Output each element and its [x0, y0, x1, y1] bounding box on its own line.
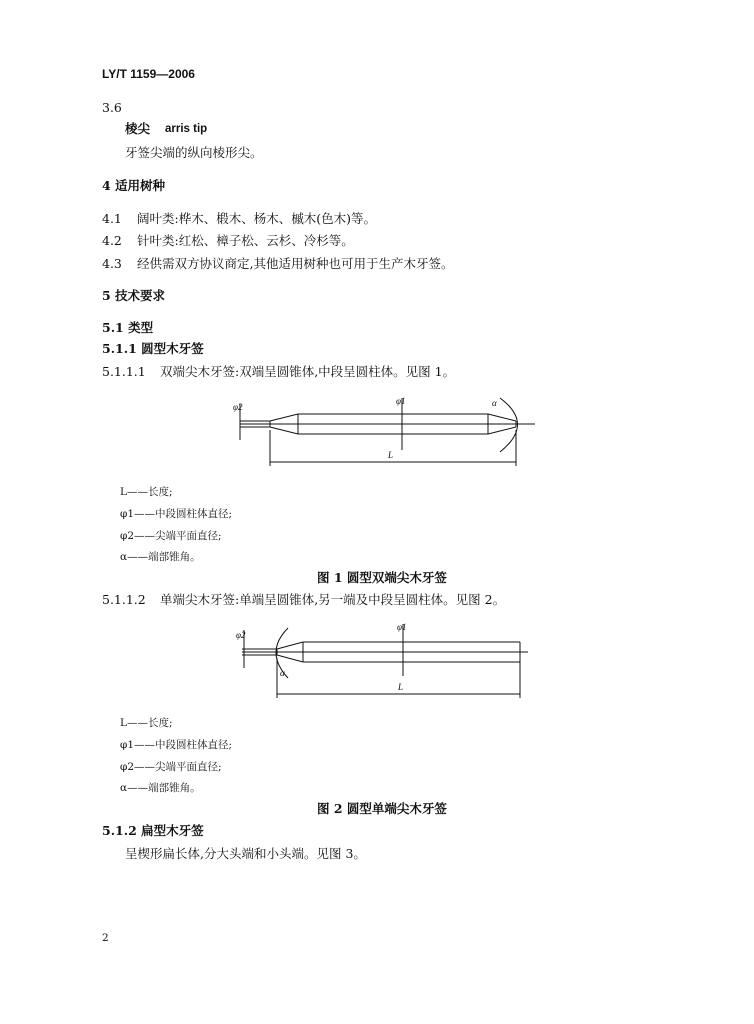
- fig1-legend-L: L——长度;: [120, 486, 173, 498]
- section-4-heading: 4 适用树种: [102, 178, 166, 193]
- term-cn: 棱尖: [125, 121, 151, 136]
- fig2-legend-L: L——长度;: [120, 717, 173, 729]
- clause-5-1-1-2-text: 单端尖木牙签:单端呈圆锥体,另一端及中段呈圆柱体。见图 2。: [160, 592, 506, 607]
- fig1-L-label: L: [388, 450, 394, 460]
- fig2-legend-alpha: α——端部锥角。: [120, 782, 201, 794]
- clause-5-1-2-heading: 5.1.2 扁型木牙签: [102, 823, 204, 838]
- figure-1-caption: 图 1 圆型双端尖木牙签: [317, 570, 447, 585]
- clause-4-2-text: 针叶类:红松、樟子松、云杉、冷杉等。: [137, 233, 354, 248]
- clause-4-1-number: 4.1: [102, 211, 122, 226]
- fig1-legend-phi2: φ2——尖端平面直径;: [120, 530, 222, 542]
- term-definition: 牙签尖端的纵向棱形尖。: [125, 145, 263, 160]
- clause-4-1-text: 阔叶类:桦木、椴木、杨木、槭木(色木)等。: [137, 211, 376, 226]
- section-5-heading: 5 技术要求: [102, 288, 166, 303]
- term-en: arris tip: [165, 123, 208, 135]
- clause-3-6-number: 3.6: [102, 100, 122, 115]
- clause-5-1-1-heading: 5.1.1 圆型木牙签: [102, 341, 204, 356]
- clause-5-1-1-2-number: 5.1.1.2: [102, 592, 146, 607]
- fig1-phi2-label: φ2: [233, 402, 243, 412]
- clause-4-3-text: 经供需双方协议商定,其他适用树种也可用于生产木牙签。: [137, 256, 454, 271]
- clause-5-1-1-1-number: 5.1.1.1: [102, 364, 146, 379]
- fig2-L-label: L: [398, 682, 404, 692]
- fig1-legend-phi1: φ1——中段圆柱体直径;: [120, 508, 233, 520]
- fig1-alpha-label: α: [492, 398, 497, 408]
- figure-2-drawing: [0, 618, 754, 718]
- fig2-phi2-label: φ2: [236, 630, 246, 640]
- clause-5-1-2-text: 呈楔形扁长体,分大头端和小头端。见图 3。: [125, 846, 366, 861]
- fig2-legend-phi2: φ2——尖端平面直径;: [120, 761, 222, 773]
- clause-4-3-number: 4.3: [102, 256, 122, 271]
- page-number: 2: [102, 932, 109, 944]
- clause-4-2-number: 4.2: [102, 233, 122, 248]
- fig2-legend-phi1: φ1——中段圆柱体直径;: [120, 739, 233, 751]
- figure-1-drawing: [0, 390, 754, 510]
- clause-5-1-heading: 5.1 类型: [102, 320, 154, 335]
- fig1-phi1-label: φ1: [396, 396, 406, 406]
- standard-number: LY/T 1159—2006: [102, 67, 195, 81]
- fig2-phi1-label: φ1: [397, 622, 407, 632]
- fig2-alpha-label: α: [280, 668, 285, 678]
- clause-5-1-1-1-text: 双端尖木牙签:双端呈圆锥体,中段呈圆柱体。见图 1。: [160, 364, 456, 379]
- fig1-legend-alpha: α——端部锥角。: [120, 551, 201, 563]
- figure-2-caption: 图 2 圆型单端尖木牙签: [317, 801, 447, 816]
